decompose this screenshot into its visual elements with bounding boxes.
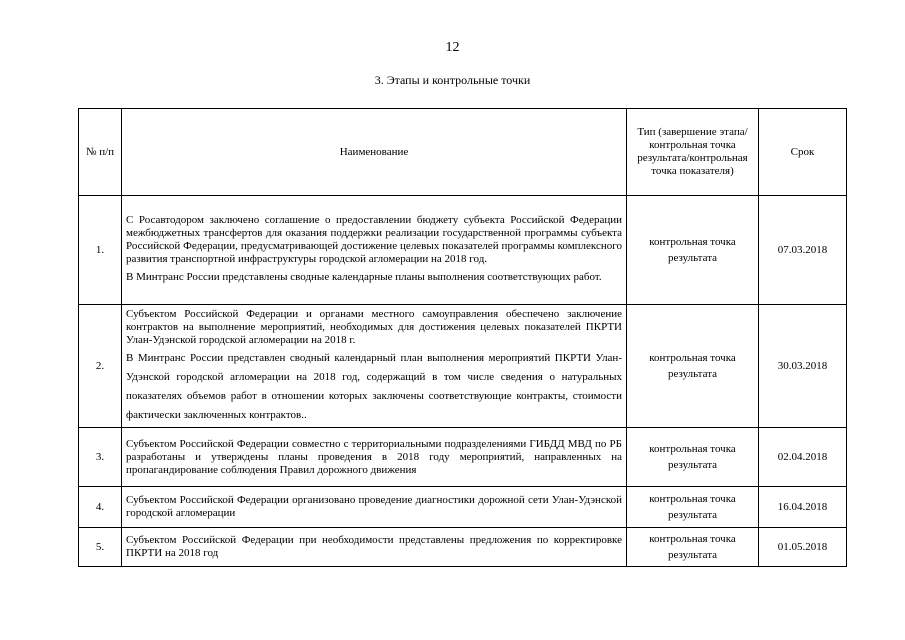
row-type-line: результата: [667, 549, 718, 561]
row-number: 3.: [79, 428, 122, 487]
row-date: 01.05.2018: [759, 528, 847, 567]
row-name-paragraph: Субъектом Российской Федерации при необходимости представлены предложения по корректировке ПКРТИ на 2018 год: [126, 534, 622, 559]
row-date: 07.03.2018: [759, 196, 847, 305]
table-row: [79, 428, 847, 487]
row-name-paragraph: Субъектом Российской Федерации совместно с территориальными подразделениями ГИБДД МВД по РБ разработаны и утверждены планы проведения в 2018 году мероприятий, направленных на пропагандирование соблюдения Правил дорожного движения: [126, 437, 622, 476]
row-number: 5.: [79, 528, 122, 567]
header-name: Наименование: [122, 109, 627, 196]
row-type-line: результата: [667, 509, 718, 521]
row-type: [627, 528, 759, 567]
row-number: 4.: [79, 487, 122, 528]
table-row: [79, 196, 847, 305]
row-type: [627, 196, 759, 305]
row-type-line: контрольная точка: [649, 236, 736, 248]
row-name: [122, 528, 627, 567]
row-number: 2.: [79, 305, 122, 428]
table-row: [79, 528, 847, 567]
stages-table: [78, 108, 847, 567]
row-name: [122, 305, 627, 428]
row-type: [627, 305, 759, 428]
row-name-paragraph: Субъектом Российской Федерации и органами местного самоуправления обеспечено заключение контрактов на выполнение мероприятий, необходимых для достижения целевых показателей ПКРТИ Улан-Удэнской городской агломерации на 2018 г.: [126, 307, 622, 346]
table-row: [79, 487, 847, 528]
header-date: Срок: [759, 109, 847, 196]
row-name: [122, 428, 627, 487]
row-date: 02.04.2018: [759, 428, 847, 487]
row-name: [122, 196, 627, 305]
table-row: [79, 305, 847, 428]
row-type-line: контрольная точка: [649, 493, 736, 505]
row-type-line: результата: [667, 459, 718, 471]
row-date: 16.04.2018: [759, 487, 847, 528]
row-date: 30.03.2018: [759, 305, 847, 428]
row-name-paragraph: С Росавтодором заключено соглашение о предоставлении бюджету субъекта Российской Федерации межбюджетных трансфертов для оказания поддержки реализации государственной программы субъекта Российской Федерации, предусматривающей достижение целевых показателей программы комплексного развития транспортной инфраструктуры городской агломерации на 2018 год.: [126, 213, 622, 265]
section-title: 3. Этапы и контрольные точки: [374, 73, 531, 87]
row-type: [627, 487, 759, 528]
table-header-row: [79, 109, 847, 196]
row-type-line: контрольная точка: [649, 443, 736, 455]
row-type: [627, 428, 759, 487]
row-name: [122, 487, 627, 528]
row-number: 1.: [79, 196, 122, 305]
row-type-line: контрольная точка: [649, 352, 736, 364]
page-number: 12: [445, 40, 460, 55]
header-type: Тип (завершение этапа/контрольная точка результата/контрольная точка показателя): [627, 109, 759, 196]
row-name-paragraph: В Минтранс России представлены сводные календарные планы выполнения соответствующих работ.: [126, 270, 602, 283]
row-type-line: результата: [667, 368, 718, 380]
row-type-line: контрольная точка: [649, 533, 736, 545]
row-name-paragraph: Субъектом Российской Федерации организовано проведение диагностики дорожной сети Улан-Удэнской городской агломерации: [126, 494, 622, 519]
header-num: № п/п: [79, 109, 122, 196]
row-name-paragraph: В Минтранс России представлен сводный календарный план выполнения мероприятий ПКРТИ Улан-Удэнской городской агломерации на 2018 год, содержащий в том числе сведения о натуральных показателях объемов работ в отношении которых заключены соответствующие контракты, стоимости фактически заключенных контрактов..: [126, 351, 622, 421]
row-type-line: результата: [667, 252, 718, 264]
